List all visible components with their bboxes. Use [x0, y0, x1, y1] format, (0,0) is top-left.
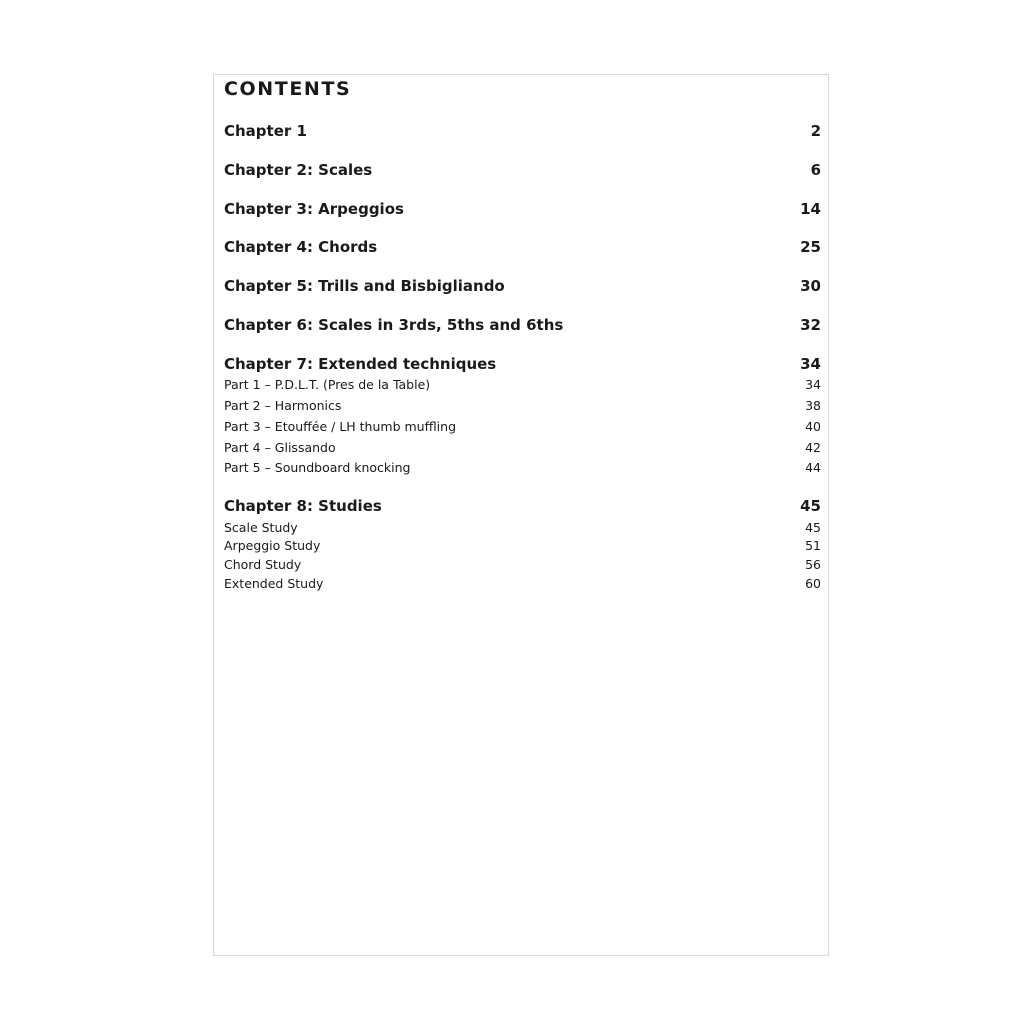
toc-part-label: Arpeggio Study: [224, 538, 321, 553]
toc-chapter-label: Chapter 8: Studies: [224, 497, 382, 515]
toc-chapter-8[interactable]: [224, 496, 821, 516]
toc-chapter-4[interactable]: [224, 237, 821, 257]
toc-chapter-1[interactable]: [224, 121, 821, 141]
toc-part-item[interactable]: [224, 377, 821, 393]
toc-chapter-label: Chapter 2: Scales: [224, 161, 373, 179]
contents-page: [213, 74, 829, 956]
toc-chapter-6[interactable]: [224, 315, 821, 335]
toc-chapter-3[interactable]: [224, 199, 821, 219]
toc-part-label: Part 3 – Etouffée / LH thumb muffling: [224, 419, 457, 434]
toc-part-item[interactable]: [224, 440, 821, 456]
toc-part-label: Part 4 – Glissando: [224, 440, 336, 455]
toc-page-number: 25: [800, 238, 821, 256]
page-title: CONTENTS: [224, 78, 352, 100]
toc-part-label: Part 5 – Soundboard knocking: [224, 460, 411, 475]
toc-study-item[interactable]: [224, 557, 821, 573]
toc-page-number: 38: [805, 398, 821, 413]
toc-chapter-label: Chapter 4: Chords: [224, 238, 378, 256]
toc-part-label: Chord Study: [224, 557, 302, 572]
toc-study-item[interactable]: [224, 576, 821, 592]
toc-chapter-2[interactable]: [224, 160, 821, 180]
toc-page-number: 45: [800, 497, 821, 515]
toc-chapter-label: Chapter 1: [224, 122, 307, 140]
toc-page-number: 40: [805, 419, 821, 434]
toc-page-number: 51: [805, 538, 821, 553]
toc-page-number: 2: [810, 122, 821, 140]
toc-chapter-5[interactable]: [224, 276, 821, 296]
toc-part-label: Extended Study: [224, 576, 324, 591]
toc-page-number: 6: [810, 161, 821, 179]
toc-chapter-7[interactable]: [224, 354, 821, 374]
toc-page-number: 34: [805, 377, 821, 392]
toc-study-item[interactable]: [224, 520, 821, 536]
toc-part-item[interactable]: [224, 460, 821, 476]
toc-part-item[interactable]: [224, 419, 821, 435]
toc-page-number: 42: [805, 440, 821, 455]
toc-page-number: 60: [805, 576, 821, 591]
toc-page-number: 45: [805, 520, 821, 535]
toc-page-number: 32: [800, 316, 821, 334]
toc-chapter-label: Chapter 5: Trills and Bisbigliando: [224, 277, 505, 295]
toc-page-number: 44: [805, 460, 821, 475]
toc-study-item[interactable]: [224, 538, 821, 554]
toc-part-label: Part 1 – P.D.L.T. (Pres de la Table): [224, 377, 431, 392]
toc-page-number: 30: [800, 277, 821, 295]
toc-part-item[interactable]: [224, 398, 821, 414]
toc-part-label: Scale Study: [224, 520, 298, 535]
toc-page-number: 34: [800, 355, 821, 373]
toc-chapter-label: Chapter 3: Arpeggios: [224, 200, 404, 218]
toc-part-label: Part 2 – Harmonics: [224, 398, 342, 413]
toc-chapter-label: Chapter 6: Scales in 3rds, 5ths and 6ths: [224, 316, 564, 334]
toc-chapter-label: Chapter 7: Extended techniques: [224, 355, 497, 373]
toc-page-number: 14: [800, 200, 821, 218]
toc-page-number: 56: [805, 557, 821, 572]
